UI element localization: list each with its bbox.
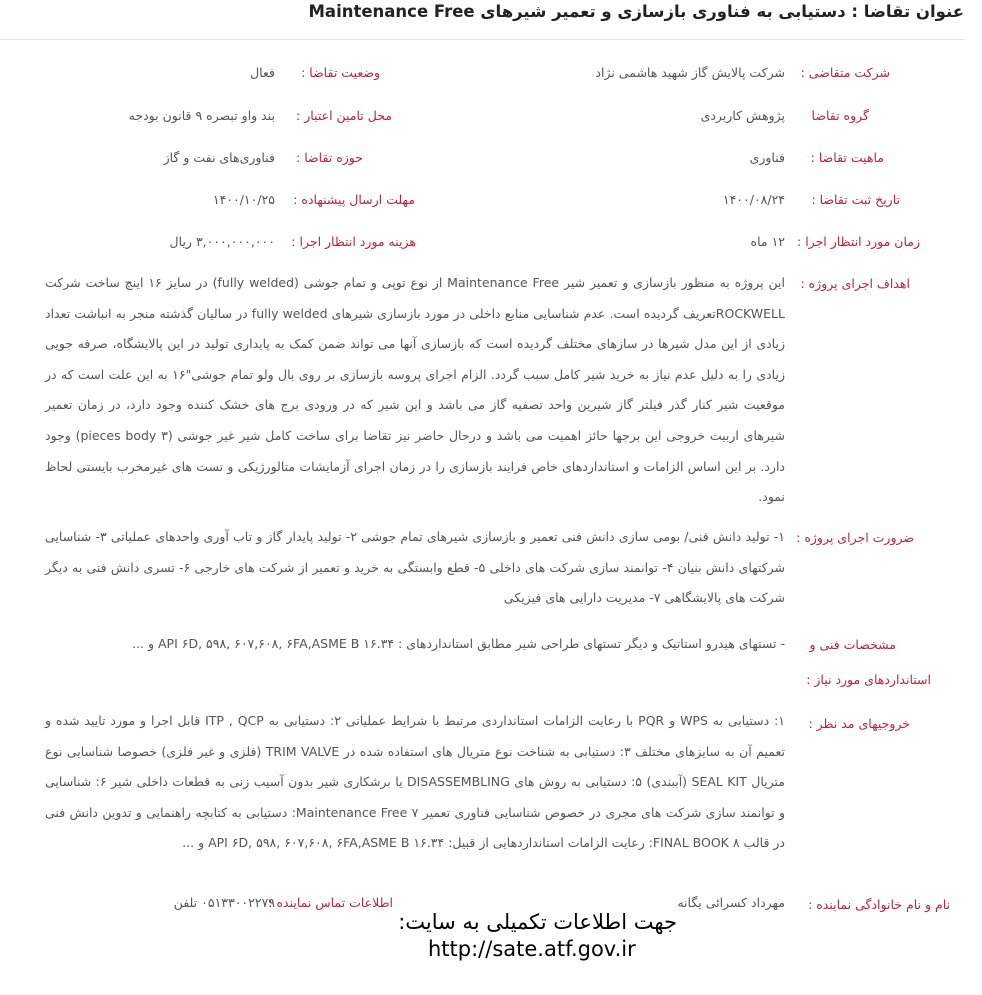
company-label: شرکت متقاضی : (800, 65, 890, 80)
status-value: فعال (250, 65, 275, 80)
group-label: گروه تقاضا (811, 108, 869, 123)
outputs-text: ۱: دستیابی به WPS و PQR با رعایت الزامات استانداردی مرتبط با شرایط عملیاتی ۲: دستیابی به ITP , QCP قابل اجرا و مورد تایید شده و تعمیم آن به سایزهای مختلف ۳: دستیابی به شناخت نوع متریال های استفاده شده در TRIM VALVE (فلزی و غیر فلزی) خصوصا شناسایی نوع متریال SEAL KIT (آببندی) ۵: دستیابی به روش های DISASSEMBLING یا برشکاری شیر بدون آسیب زنی به قطعات داخلی شیر ۶: شناسایی و توانمند سازی شرکت های مجری در خصوص شناسایی فناوری تعمیر Maintenance Free ۷: دستیابی به کتابچه راهنمایی و تدوین دانش فنی در قالب ۸ FINAL BOOK: رعایت الزامات استانداردهایی از قبیل: API ۶D, ۵۹۸, ۶۰۷,۶۰۸, ۶FA,ASME B ۱۶.۳۴ و ... (45, 713, 786, 851)
company-value: شرکت پالایش گاز شهید هاشمی نژاد (595, 65, 785, 80)
duration-value: ۱۲ ماه (750, 234, 785, 249)
footer-site-url[interactable]: http://sate.atf.gov.ir (428, 937, 636, 961)
contact-value: ۰۵۱۳۳۰۰۲۲۷۹ تلفن (173, 895, 275, 910)
specs-text: - تستهای هیدرو استاتیک و دیگر تستهای طراحی شیر مطابق استانداردهای : API ۶D, ۵۹۸, ۶۰۷,۶۰۸, ۶FA,ASME B ۱۶.۳۴ و ... (132, 636, 785, 651)
specs-label-line2: استانداردهای مورد نیاز : (806, 672, 931, 687)
funding-label: محل تامین اعتبار : (296, 108, 392, 123)
footer-more-info: جهت اطلاعات تکمیلی به سایت: (398, 910, 677, 934)
deadline-value: ۱۴۰۰/۱۰/۲۵ (212, 192, 275, 207)
funding-value: بند واو تبصره ۹ قانون بودجه (128, 108, 275, 123)
goals-text: این پروژه به منظور بازسازی و تعمیر شیر Maintenance Free از نوع توپی و تمام جوشی (fully welded) در سایز ۱۶ اینچ ساخت شرکت ROCKWELLتعریف گردیده است. عدم شناسایی منابع داخلی در مورد بازسازی شیرهای fully welded در سالیان گذشته منجر به انباشت تعداد زیادی از این مدل شیرها در سازهای مختلف گردیده است که بازسازی آنها می تواند ضمن کمک به پایداری تولید در این پالایشگاه، صرفه جویی زیادی را به دلیل عدم نیاز به خرید شیر کامل سبب گردد. الزام اجرای پروسه بازسازی بر روی بال ولو تمام جوشی"۱۶ به این علت است که در موقعیت شیر کنار گذر فیلتر گاز شیرین واحد تصفیه گاز می باشد و این شیر که در ورودی برج های خشک کننده وجود دارد، در زمان تعمیر شیرهای اربیت خروجی این برجها حائز اهمیت می باشد و درحال حاضر نیز تقاضا برای ساخت کامل شیر غیر جوشی (۳ pieces body) وجود دارد. بر این اساس الزامات و استانداردهای خاص فرایند بازسازی را در زمان اجرای آزمایشات متالورژیکی و تست های غیرمخرب بایستی لحاظ نمود. (45, 275, 786, 505)
page-title: عنوان تقاضا : دستیابی به فناوری بازسازی و تعمیر شیرهای Maintenance Free (308, 2, 964, 21)
reg-date-value: ۱۴۰۰/۰۸/۲۴ (722, 192, 785, 207)
group-value: پژوهش کاربردی (700, 108, 785, 123)
rep-name-label: نام و نام خانوادگی نماینده : (808, 897, 950, 912)
contact-label: اطلاعات تماس نماینده : (268, 895, 393, 910)
domain-label: حوزه تقاضا : (296, 150, 363, 165)
nature-value: فناوری (749, 150, 785, 165)
nature-label: ماهیت تقاضا : (810, 150, 884, 165)
cost-label: هزینه مورد انتظار اجرا : (291, 234, 416, 249)
duration-label: زمان مورد انتظار اجرا : (797, 234, 920, 249)
goals-label: اهداف اجرای پروژه : (800, 276, 910, 291)
necessity-text: ۱- تولید دانش فنی/ بومی سازی دانش فنی تعمیر و بازسازی شیرهای تمام جوشی ۲- تولید پایدار گاز و تاب آوری واحدهای عملیاتی ۳- شناسایی شرکتهای دانش بنیان ۴- توانمند سازی شرکت های داخلی ۵- قطع وابستگی به خرید و تعمیر از شرکت های خارجی ۶- تسری دانش فنی به دیگر شرکت های پالایشگاهی ۷- مدیریت دارایی های فیزیکی (45, 529, 785, 606)
cost-value: ۳,۰۰۰,۰۰۰,۰۰۰ ریال (169, 234, 275, 249)
domain-value: فناوری‌های نفت و گاز (163, 150, 275, 165)
necessity-label: ضرورت اجرای پروژه : (796, 530, 914, 545)
title-divider (0, 39, 965, 40)
deadline-label: مهلت ارسال پیشنهاده : (293, 192, 415, 207)
outputs-label: خروجیهای مد نظر : (808, 716, 910, 731)
rep-name-value: مهرداد کسرائی یگانه (677, 895, 785, 910)
status-label: وضعیت تقاضا : (301, 65, 380, 80)
reg-date-label: تاریخ ثبت تقاضا : (811, 192, 900, 207)
specs-label-line1: مشخصات فنی و (809, 637, 896, 652)
